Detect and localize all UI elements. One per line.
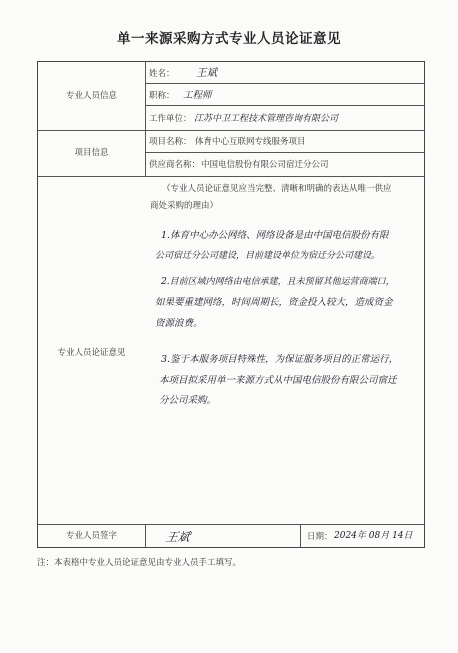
divider <box>38 130 425 131</box>
name-label: 姓名： <box>149 69 175 79</box>
opinion-p2-line3: 资源浪费。 <box>155 318 203 329</box>
divider <box>145 524 146 548</box>
divider <box>145 105 425 106</box>
supplier-label: 供应商名称： <box>149 160 201 170</box>
project-name-value: 体育中心互联网专线服务项目 <box>195 137 306 147</box>
opinion-p3-line1: 3.鉴于本服务项目特殊性，为保证服务项目的正常运行， <box>161 354 399 365</box>
opinion-p2-line2: 如果要重建网络，时间周期长，资金投入较大，造成资金 <box>155 297 393 308</box>
opinion-form <box>37 61 425 548</box>
opinion-instruction-line2: 商处采购的理由） <box>150 201 219 211</box>
signature-label: 专业人员签字 <box>65 531 117 541</box>
project-name-label: 项目名称： <box>149 137 192 147</box>
workplace-label: 工作单位： <box>149 114 192 124</box>
divider <box>145 83 425 84</box>
workplace-value: 江苏中卫工程技术管理咨询有限公司 <box>194 114 339 124</box>
supplier-value: 中国电信股份有限公司宿迁分公司 <box>201 160 329 170</box>
divider <box>145 62 146 176</box>
page-title: 单一来源采购方式专业人员论证意见 <box>117 31 341 47</box>
project-info-label: 项目信息 <box>74 148 109 158</box>
footnote: 注：本表格中专业人员论证意见由专业人员手工填写。 <box>37 558 242 568</box>
opinion-p3-line2: 本项目拟采用单一来源方式从中国电信股份有限公司宿迁 <box>159 375 397 386</box>
opinion-label: 专业人员论证意见 <box>57 348 126 358</box>
title-label: 职称： <box>149 91 175 101</box>
opinion-p1-line1: 1.体育中心办公网络、网络设备是由中国电信股份有限 <box>161 230 389 241</box>
name-value: 王斌 <box>196 67 217 79</box>
opinion-p1-line2: 公司宿迁分公司建设，目前建设单位为宿迁分公司建设。 <box>155 251 381 261</box>
expert-signature: 王斌 <box>164 530 192 544</box>
divider <box>145 152 425 153</box>
opinion-p3-line3: 分公司采购。 <box>159 395 217 406</box>
opinion-p2-line1: 2.目前区域内网络由电信承建，且未预留其他运营商端口， <box>161 277 395 287</box>
divider <box>38 524 425 525</box>
expert-info-label: 专业人员信息 <box>65 91 117 101</box>
opinion-instruction-line1: （专业人员论证意见应当完整、清晰和明确的表达从唯一供应 <box>162 184 392 194</box>
date-label: 日期： <box>307 532 333 542</box>
divider <box>300 524 301 548</box>
date-value: 2024年 08月 14日 <box>334 531 413 541</box>
title-value: 工程师 <box>183 90 212 101</box>
divider <box>38 176 425 177</box>
